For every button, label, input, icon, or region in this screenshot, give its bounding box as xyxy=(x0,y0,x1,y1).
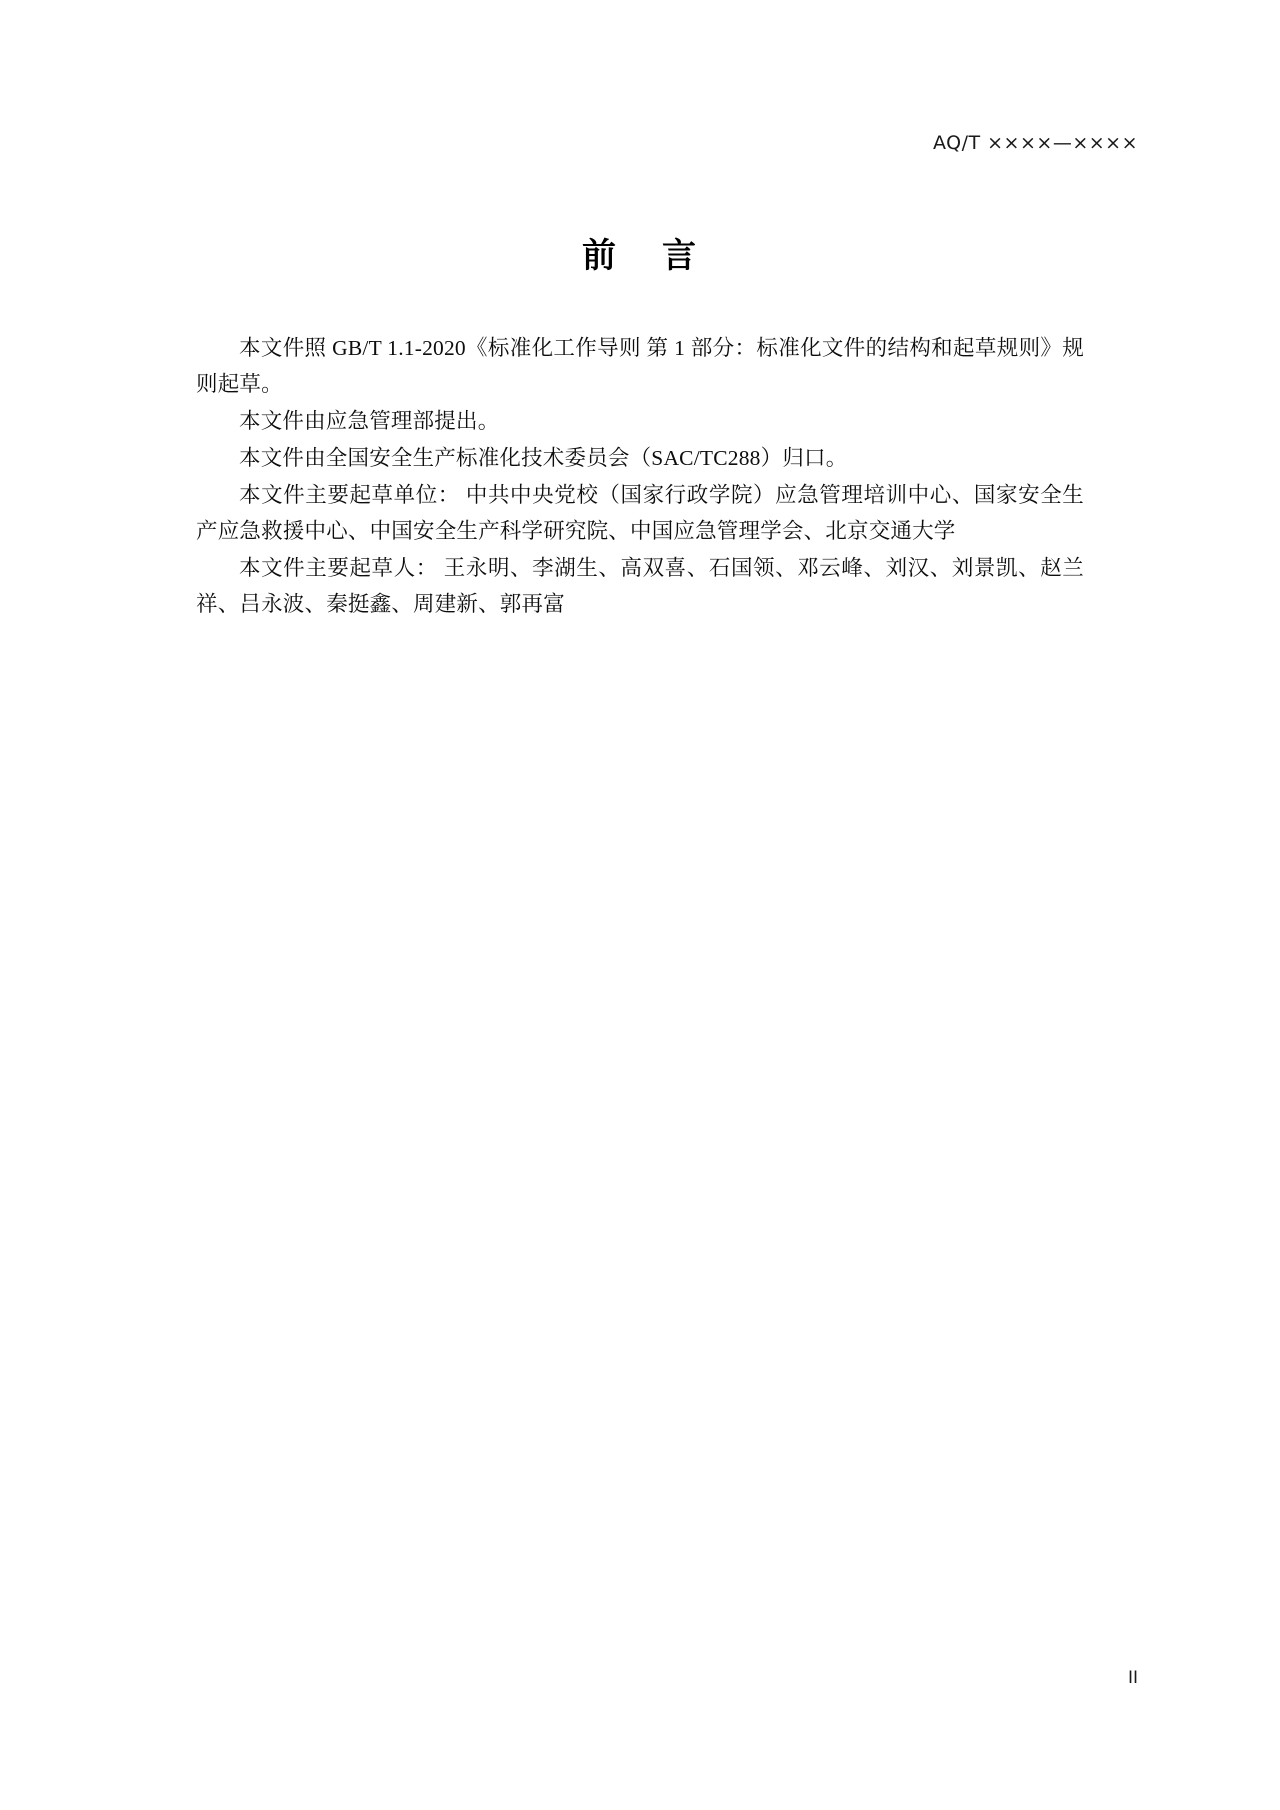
foreword-body xyxy=(196,330,1084,623)
page-title xyxy=(0,228,1280,277)
page-title-char-2: 言 xyxy=(662,236,698,276)
foreword-paragraph: 本文件主要起草单位： 中共中央党校（国家行政学院）应急管理培训中心、国家安全生产应急救援中心、中国安全生产科学研究院、中国应急管理学会、北京交通大学 xyxy=(196,483,1084,543)
page-title-char-1: 前 xyxy=(582,236,618,276)
page-number: II xyxy=(1127,1668,1138,1688)
foreword-paragraph: 本文件主要起草人： 王永明、李湖生、高双喜、石国领、邓云峰、刘汉、刘景凯、赵兰祥、吕永波、秦挺鑫、周建新、郭再富 xyxy=(196,556,1084,616)
standard-code-header: AQ/T ××××—×××× xyxy=(932,132,1138,154)
foreword-paragraph: 本文件由全国安全生产标准化技术委员会（SAC/TC288）归口。 xyxy=(239,446,848,470)
foreword-paragraph: 本文件照 GB/T 1.1-2020《标准化工作导则 第 1 部分：标准化文件的结构和起草规则》规则起草。 xyxy=(196,336,1084,396)
foreword-paragraph: 本文件由应急管理部提出。 xyxy=(239,409,500,433)
